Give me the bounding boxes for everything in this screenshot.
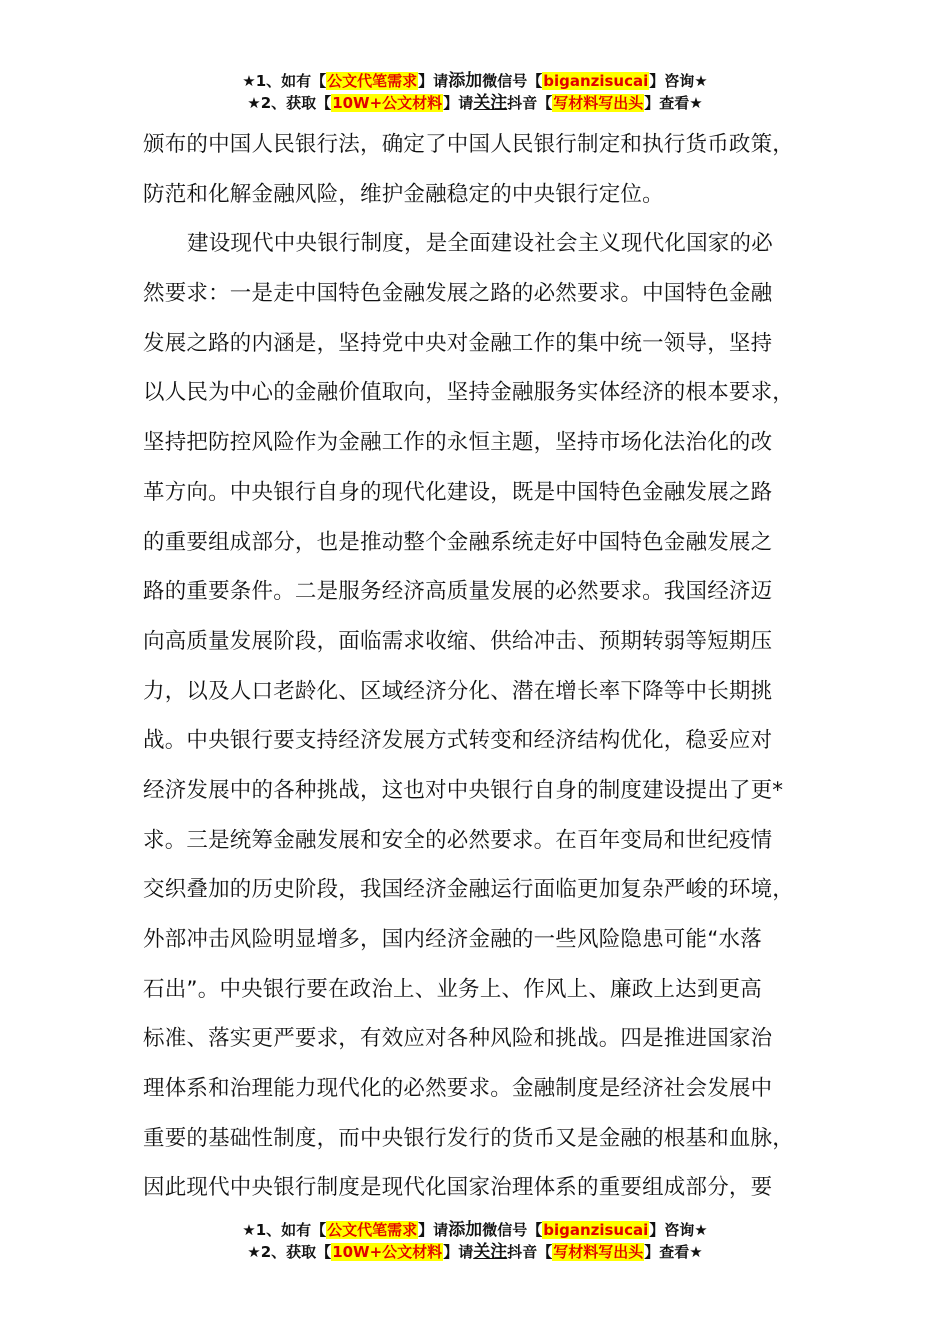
highlight-materials: 10W+公文材料	[332, 1243, 443, 1261]
body-line: 石出”。中央银行要在政治上、业务上、作风上、廉政上达到更高	[143, 976, 762, 1002]
body-line: 求。三是统筹金融发展和安全的必然要求。在百年变局和世纪疫情	[143, 827, 773, 853]
highlight-wechat-id: biganzisucai	[543, 1221, 649, 1239]
body-line: 革方向。中央银行自身的现代化建设，既是中国特色金融发展之路	[143, 479, 773, 505]
highlight-douyin-id: 写材料写出头	[553, 1243, 644, 1261]
body-line: 外部冲击风险明显增多，国内经济金融的一些风险隐患可能“水落	[143, 927, 762, 952]
banner-line-1: ★1、如有【公文代笔需求】请添加微信号【biganzisucai】咨询★	[242, 71, 708, 91]
banner-line-2: ★2、获取【10W+公文材料】请关注抖音【写材料写出头】查看★	[247, 93, 703, 113]
body-line: 标准、落实更严要求，有效应对各种风险和挑战。四是推进国家治	[143, 1026, 773, 1052]
document-body	[143, 120, 811, 1213]
body-line: 力，以及人口老龄化、区域经济分化、潜在增长率下降等中长期挑	[143, 678, 773, 704]
banner-line-2: ★2、获取【10W+公文材料】请关注抖音【写材料写出头】查看★	[247, 1242, 703, 1262]
footer-banner	[0, 1219, 950, 1263]
body-line: 发展之路的内涵是，坚持党中央对金融工作的集中统一领导，坚持	[143, 330, 773, 356]
body-line: 战。中央银行要支持经济发展方式转变和经济结构优化，稳妥应对	[143, 728, 773, 754]
paragraph-start: 建设现代中央银行制度，是全面建设社会主义现代化国家的必	[187, 231, 773, 257]
body-line: 以人民为中心的金融价值取向，坚持金融服务实体经济的根本要求，	[143, 380, 795, 406]
body-line: 颁布的中国人民银行法，确定了中国人民银行制定和执行货币政策，	[143, 132, 795, 157]
body-line: 防范和化解金融风险，维护金融稳定的中央银行定位。	[143, 181, 664, 207]
banner-line-1: ★1、如有【公文代笔需求】请添加微信号【biganzisucai】咨询★	[242, 1220, 708, 1240]
body-line: 交织叠加的历史阶段，我国经济金融运行面临更加复杂严峻的环境，	[143, 877, 795, 903]
highlight-materials: 10W+公文材料	[332, 94, 443, 112]
body-line: 重要的基础性制度，而中央银行发行的货币又是金融的根基和血脉，	[143, 1125, 795, 1151]
highlight-service: 公文代笔需求	[327, 1221, 418, 1239]
header-banner	[0, 70, 950, 114]
highlight-wechat-id: biganzisucai	[543, 72, 649, 90]
body-line: 向高质量发展阶段，面临需求收缩、供给冲击、预期转弱等短期压	[143, 628, 773, 654]
highlight-service: 公文代笔需求	[327, 72, 418, 90]
body-line: 的重要组成部分，也是推动整个金融系统走好中国特色金融发展之	[143, 529, 773, 555]
body-line: 路的重要条件。二是服务经济高质量发展的必然要求。我国经济迈	[143, 579, 773, 605]
body-line: 然要求：一是走中国特色金融发展之路的必然要求。中国特色金融	[143, 281, 773, 307]
body-line: 因此现代中央银行制度是现代化国家治理体系的重要组成部分，要	[143, 1175, 773, 1201]
body-line: 经济发展中的各种挑战，这也对中央银行自身的制度建设提出了更*	[143, 777, 784, 803]
highlight-douyin-id: 写材料写出头	[553, 94, 644, 112]
body-line: 理体系和治理能力现代化的必然要求。金融制度是经济社会发展中	[143, 1076, 773, 1102]
body-line: 坚持把防控风险作为金融工作的永恒主题，坚持市场化法治化的改	[143, 430, 773, 456]
